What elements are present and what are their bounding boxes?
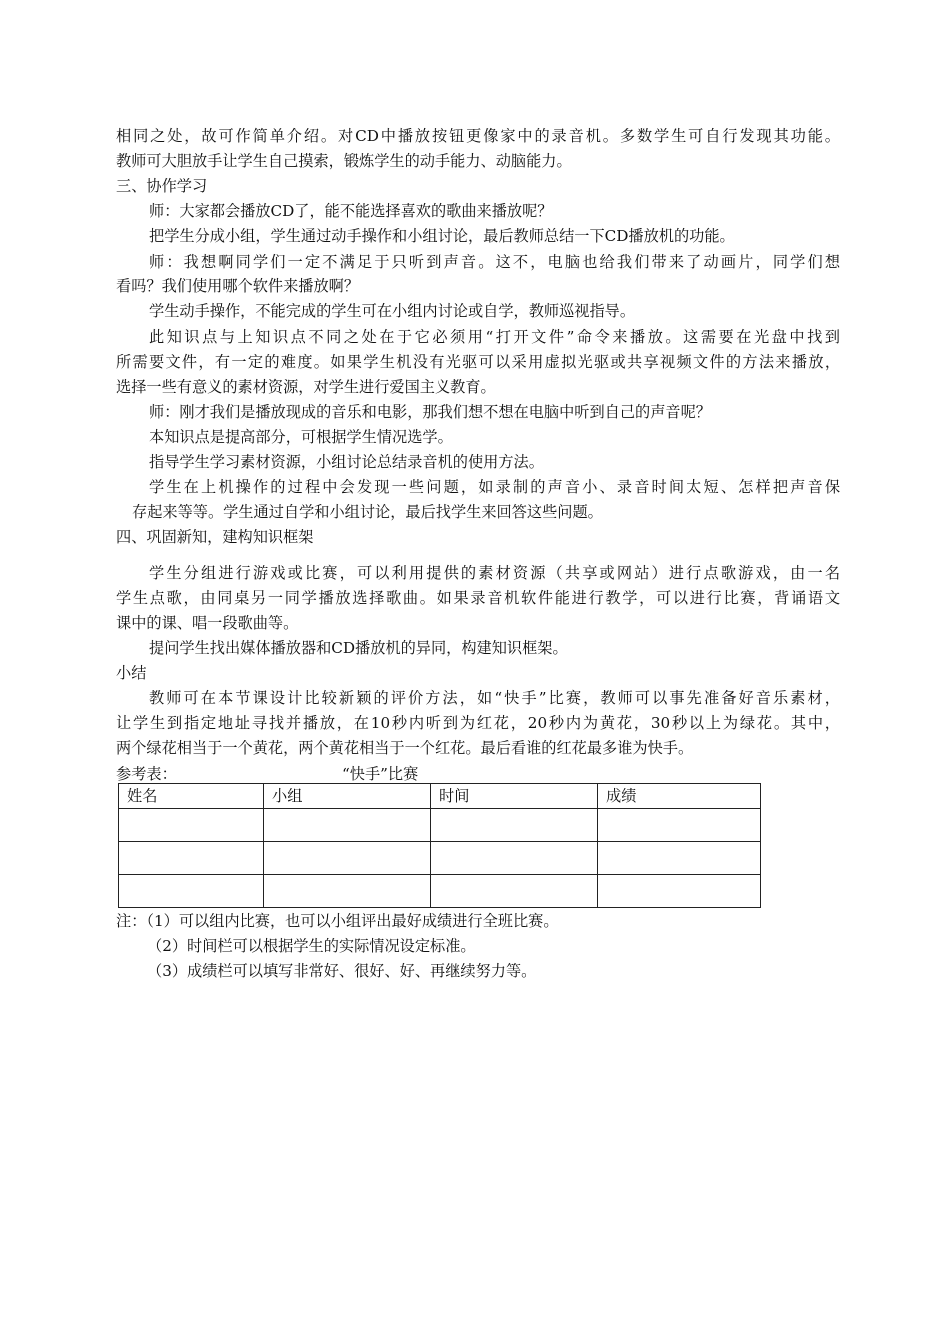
- table-header-name: 姓名: [119, 784, 264, 809]
- paragraph-line: 所需要文件，有一定的难度。如果学生机没有光驱可以采用虚拟光驱或共享视频文件的方法来播放，: [116, 353, 840, 371]
- paragraph-line: 两个绿花相当于一个黄花，两个黄花相当于一个红花。最后看谁的红花最多谁为快手。: [116, 739, 694, 757]
- paragraph-line: 相同之处，故可作简单介绍。对CD中播放按钮更像家中的录音机。多数学生可自行发现其功能。: [116, 127, 840, 145]
- table-cell: [598, 842, 761, 875]
- paragraph-line: 师：我想啊同学们一定不满足于只听到声音。这不，电脑也给我们带来了动画片，同学们想: [149, 253, 840, 271]
- note-line: （3）成绩栏可以填写非常好、很好、好、再继续努力等。: [147, 962, 537, 980]
- paragraph-line: 让学生到指定地址寻找并播放，在10秒内听到为红花，20秒内为黄花，30秒以上为绿花。其中，: [116, 714, 840, 732]
- paragraph-line: 学生分组进行游戏或比赛，可以利用提供的素材资源（共享或网站）进行点歌游戏，由一名: [149, 564, 840, 582]
- table-cell: [119, 809, 264, 842]
- paragraph-line: 师：大家都会播放CD了，能不能选择喜欢的歌曲来播放呢？: [149, 202, 553, 220]
- paragraph-line: 把学生分成小组，学生通过动手操作和小组讨论，最后教师总结一下CD播放机的功能。: [149, 227, 735, 245]
- table-cell: [264, 809, 431, 842]
- table-cell: [431, 809, 598, 842]
- table-cell: [264, 842, 431, 875]
- paragraph-line: 教师可大胆放手让学生自己摸索，锻炼学生的动手能力、动脑能力。: [116, 152, 572, 170]
- table-cell: [119, 875, 264, 908]
- score-table: [118, 783, 761, 908]
- table-header-score: 成绩: [598, 784, 761, 809]
- table-cell: [431, 842, 598, 875]
- table-header-time: 时间: [431, 784, 598, 809]
- paragraph-line: 学生在上机操作的过程中会发现一些问题，如录制的声音小、录音时间太短、怎样把声音保: [149, 478, 840, 496]
- table-cell: [598, 875, 761, 908]
- note-line: 注：（1）可以组内比赛，也可以小组评出最好成绩进行全班比赛。: [116, 912, 559, 930]
- table-row: [119, 875, 761, 908]
- paragraph-line: 存起来等等。学生通过自学和小组讨论，最后找学生来回答这些问题。: [132, 503, 603, 521]
- table-title: “快手”比赛: [342, 765, 419, 783]
- table-row: [119, 842, 761, 875]
- table-cell: [119, 842, 264, 875]
- table-header-group: 小组: [264, 784, 431, 809]
- section-heading-summary: 小结: [116, 664, 147, 682]
- section-heading-consolidate: 四、巩固新知，建构知识框架: [116, 528, 314, 546]
- paragraph-line: 课中的课、唱一段歌曲等。: [116, 614, 299, 632]
- paragraph-line: 指导学生学习素材资源，小组讨论总结录音机的使用方法。: [149, 453, 544, 471]
- paragraph-line: 本知识点是提高部分，可根据学生情况选学。: [149, 428, 453, 446]
- paragraph-line: 师：刚才我们是播放现成的音乐和电影，那我们想不想在电脑中听到自己的声音呢？: [149, 403, 711, 421]
- paragraph-line: 选择一些有意义的素材资源，对学生进行爱国主义教育。: [116, 378, 496, 396]
- table-cell: [264, 875, 431, 908]
- table-reference-label: 参考表：: [116, 765, 177, 783]
- paragraph-line: 提问学生找出媒体播放器和CD播放机的异同，构建知识框架。: [149, 639, 568, 657]
- table-cell: [431, 875, 598, 908]
- section-heading-collaborative-learning: 三、协作学习: [116, 177, 208, 195]
- table-header-row: [119, 784, 761, 809]
- paragraph-line: 学生点歌，由同桌另一同学播放选择歌曲。如果录音机软件能进行教学，可以进行比赛，背诵语文: [116, 589, 840, 607]
- table-row: [119, 809, 761, 842]
- paragraph-line: 教师可在本节课设计比较新颖的评价方法，如“快手”比赛，教师可以事先准备好音乐素材，: [149, 689, 840, 707]
- note-line: （2）时间栏可以根据学生的实际情况设定标准。: [147, 937, 476, 955]
- paragraph-line: 学生动手操作，不能完成的学生可在小组内讨论或自学，教师巡视指导。: [149, 302, 635, 320]
- table-cell: [598, 809, 761, 842]
- paragraph-line: 看吗？我们使用哪个软件来播放啊？: [116, 277, 359, 295]
- paragraph-line: 此知识点与上知识点不同之处在于它必须用“打开文件”命令来播放。这需要在光盘中找到: [149, 328, 840, 346]
